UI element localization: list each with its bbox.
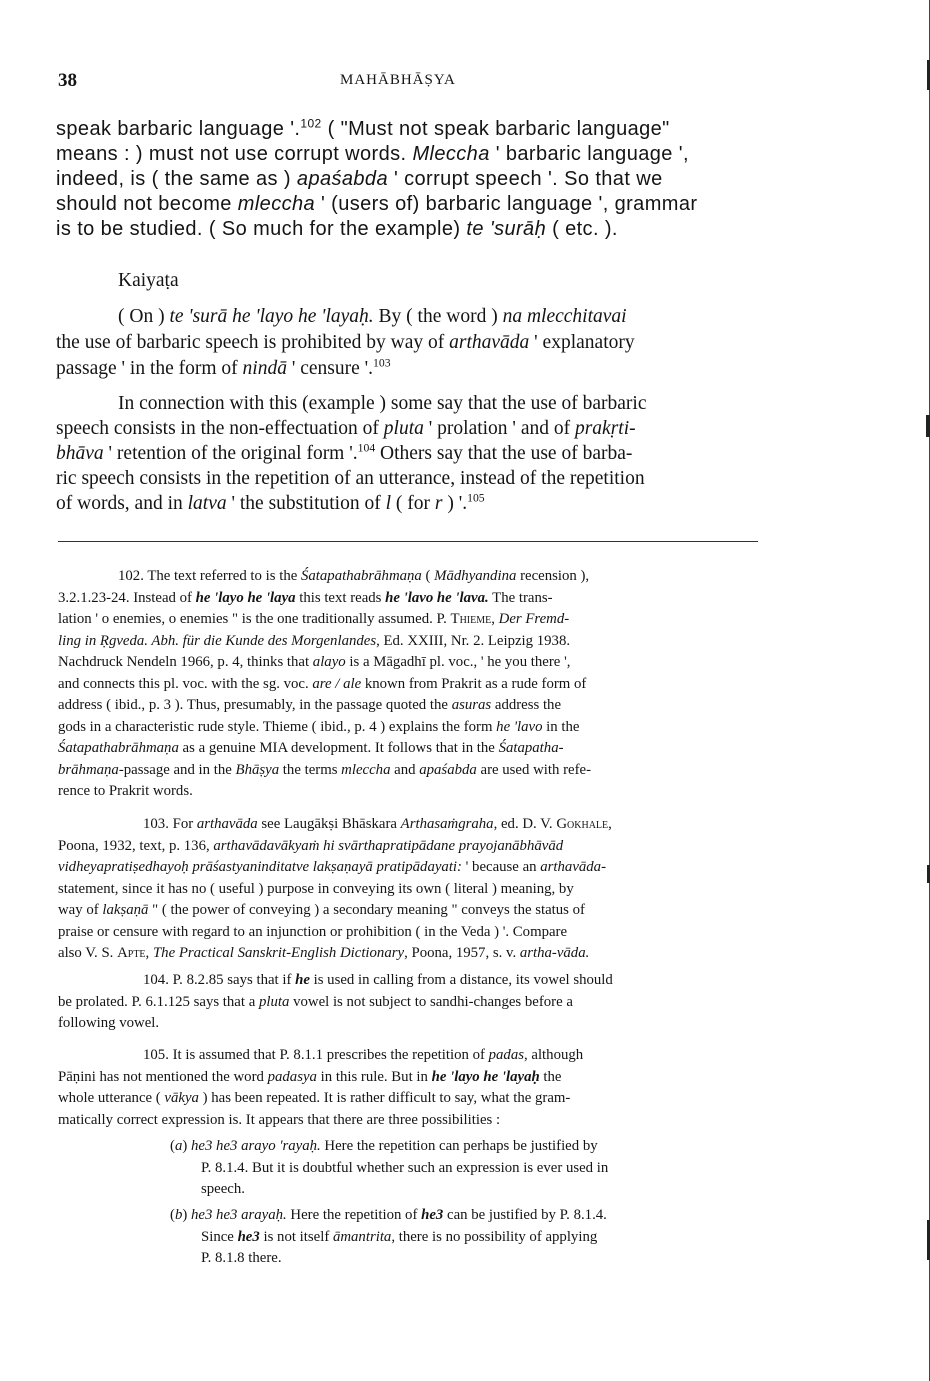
commentary-line: passage ' in the form of nindā ' censure '.$^{103}$ xyxy=(56,356,391,379)
footnote-line: rence to Prakrit words. xyxy=(58,783,193,799)
translation-line: indeed, is ( the same as ) apaśabda ' corrupt speech '. So that we xyxy=(56,168,663,190)
commentary-line: In connection with this (example ) some say that the use of barbaric xyxy=(118,393,647,414)
commentary-line: bhāva ' retention of the original form '.$^{104}$ Others say that the use of barba- xyxy=(56,441,633,464)
footnote-line: be prolated. P. 6.1.125 says that a pluta vowel is not subject to sandhi-changes before a xyxy=(58,993,573,1010)
kaiyata-heading: Kaiyaṭa xyxy=(118,270,179,291)
footnote-line: Since he3 is not itself āmantrita, there is no possibility of applying xyxy=(201,1228,598,1245)
footnote-line: 3.2.1.23-24. Instead of he 'layo he 'laya this text reads he 'lavo he 'lava. The trans- xyxy=(58,589,553,606)
footnote-line: (b) he3 he3 arayaḥ. Here the repetition of he3 can be justified by P. 8.1.4. xyxy=(170,1207,607,1223)
commentary-line: ric speech consists in the repetition of an utterance, instead of the repetition xyxy=(56,468,645,489)
commentary-line: of words, and in latva ' the substitution of l ( for r ) '.$^{105}$ xyxy=(56,491,485,514)
footnote-line: speech. xyxy=(201,1181,245,1197)
translation-line: is to be studied. ( So much for the example) te 'surāḥ ( etc. ). xyxy=(56,218,618,240)
footnote-line: Pāṇini has not mentioned the word padasya in this rule. But in he 'layo he 'layaḥ the xyxy=(58,1068,562,1085)
footnote-line: 105. It is assumed that P. 8.1.1 prescribes the repetition of padas, although xyxy=(143,1047,584,1063)
footnote-line: matically correct expression is. It appears that there are three possibilities : xyxy=(58,1111,501,1128)
footnote-divider xyxy=(58,541,758,542)
footnote-line: Nachdruck Nendeln 1966, p. 4, thinks that alayo is a Māgadhī pl. voc., ' he you there ', xyxy=(58,654,571,670)
footnote-line: praise or censure with regard to an injunction or prohibition ( in the Veda ) '. Compare xyxy=(58,923,568,940)
translation-line: means : ) must not use corrupt words. Mleccha ' barbaric language ', xyxy=(56,143,689,165)
footnote-line: and connects this pl. voc. with the sg. voc. are / ale known from Prakrit as a rude form of xyxy=(58,675,587,692)
running-title: MAHĀBHĀṢYA xyxy=(340,72,456,88)
commentary-line: ( On ) te 'surā he 'layo he 'layaḥ. By ( the word ) na mlecchitavai xyxy=(118,306,627,327)
footnote-line: way of lakṣaṇā " ( the power of conveying ) a secondary meaning " conveys the status of xyxy=(58,902,585,918)
translation-line: speak barbaric language '.$^{102}$ ( "Must not speak barbaric language" xyxy=(56,116,670,140)
footnote-line: (a) he3 he3 arayo 'rayaḥ. Here the repetition can perhaps be justified by xyxy=(170,1138,598,1154)
translation-line: should not become mleccha ' (users of) barbaric language ', grammar xyxy=(56,193,698,215)
footnote-line: address ( ibid., p. 3 ). Thus, presumably, in the passage quoted the asuras address the xyxy=(58,697,562,713)
footnote-line: gods in a characteristic rude style. Thieme ( ibid., p. 4 ) explains the form he 'lavo in the xyxy=(58,718,580,735)
footnote-line: brāhmaṇa-passage and in the Bhāṣya the terms mleccha and apaśabda are used with refe- xyxy=(58,761,592,778)
footnote-line: 102. The text referred to is the Śatapathabrāhmaṇa ( Mādhyandina recension ), xyxy=(118,568,590,584)
commentary-line: the use of barbaric speech is prohibited by way of arthavāda ' explanatory xyxy=(56,332,635,353)
footnote-line: P. 8.1.8 there. xyxy=(201,1250,282,1266)
footnote-line: Śatapathabrāhmaṇa as a genuine MIA development. It follows that in the Śatapatha- xyxy=(58,740,564,756)
footnote-line: P. 8.1.4. But it is doubtful whether such an expression is ever used in xyxy=(201,1159,609,1176)
footnote-line: vidheyapratiṣedhayoḥ prāśastyaninditatve lakṣaṇayā pratipādayati: ' because an arthavāda- xyxy=(58,859,607,875)
commentary-line: speech consists in the non-effectuation of pluta ' prolation ' and of prakṛti- xyxy=(56,418,636,439)
footnote-line: also V. S. Apte, The Practical Sanskrit-English Dictionary, Poona, 1957, s. v. artha-vāda. xyxy=(58,945,590,961)
footnote-line: 103. For arthavāda see Laugākṣi Bhāskara Arthasaṁgraha, ed. D. V. Gokhale, xyxy=(143,816,612,832)
footnote-line: whole utterance ( vākya ) has been repeated. It is rather difficult to say, what the gram- xyxy=(58,1090,571,1106)
scan-edge-mark xyxy=(926,415,930,437)
footnote-line: lation ' o enemies, o enemies " is the one traditionally assumed. P. Thieme, Der Fremd- xyxy=(58,611,570,627)
page-number: 38 xyxy=(58,70,77,91)
footnote-line: 104. P. 8.2.85 says that if he is used in calling from a distance, its vowel should xyxy=(143,972,613,988)
footnote-line: following vowel. xyxy=(58,1015,160,1031)
footnote-line: ling in Ṛgveda. Abh. für die Kunde des Morgenlandes, Ed. XXIII, Nr. 2. Leipzig 1938. xyxy=(58,632,571,649)
footnote-line: statement, since it has no ( useful ) purpose in conveying its own ( literal ) meaning, by xyxy=(58,880,574,897)
footnote-line: Poona, 1932, text, p. 136, arthavādavākyaṁ hi svārthapratipādane prayojanābhāvād xyxy=(58,837,564,854)
